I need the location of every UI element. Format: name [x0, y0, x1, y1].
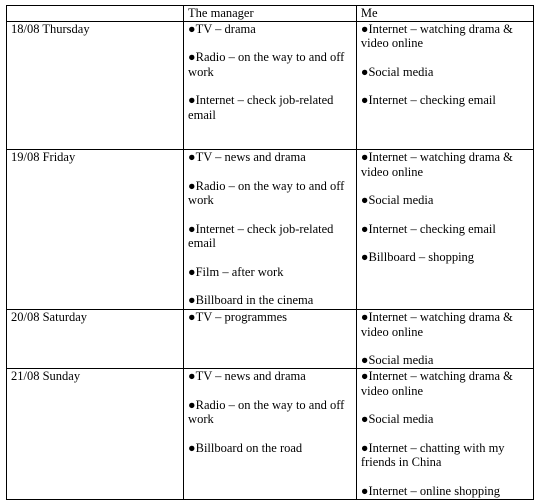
entry-text: Internet – check job-related email — [188, 93, 334, 122]
bullet-icon: ● — [360, 64, 369, 79]
list-item — [361, 22, 530, 51]
list-item — [188, 369, 353, 384]
manager-cell — [184, 310, 357, 369]
bullet-icon: ● — [360, 440, 369, 455]
header-day — [7, 6, 184, 22]
entry-text: TV – news and drama — [195, 150, 306, 165]
bullet-icon: ● — [360, 193, 369, 208]
entry-text: TV – news and drama — [195, 369, 306, 384]
bullet-icon: ● — [188, 50, 196, 64]
media-diary-table — [6, 5, 534, 500]
list-item — [188, 22, 353, 37]
list-item — [361, 222, 530, 237]
bullet-icon: ● — [360, 412, 369, 427]
bullet-icon: ● — [188, 397, 196, 412]
entry-text: Social media — [368, 64, 434, 79]
bullet-icon: ● — [360, 310, 369, 325]
bullet-icon: ● — [188, 221, 196, 236]
bullet-icon: ● — [360, 150, 369, 165]
entry-text: Internet – online shopping — [368, 483, 501, 498]
bullet-icon: ● — [188, 369, 196, 384]
day-cell: 20/08 Saturday — [7, 310, 184, 369]
entry-text: Social media — [368, 193, 434, 208]
list-item — [188, 179, 353, 208]
header-me: Me — [356, 6, 533, 22]
entry-text: Radio – on the way to and off work — [188, 397, 345, 427]
list-item — [188, 293, 353, 308]
entry-text: Internet – checking email — [368, 93, 496, 107]
header-manager: The manager — [184, 6, 357, 22]
entry-text: Internet – check job-related email — [188, 221, 334, 251]
table-row — [7, 369, 534, 500]
entry-text: Radio – on the way to and off work — [188, 178, 345, 208]
list-item — [361, 353, 530, 368]
entry-text: Social media — [368, 412, 434, 427]
table-row — [7, 21, 534, 150]
entry-text: Radio – on the way to and off work — [188, 50, 345, 79]
list-item — [361, 93, 530, 108]
header-row — [7, 6, 534, 22]
list-item — [188, 441, 353, 456]
bullet-icon: ● — [360, 93, 369, 107]
entry-text: Billboard – shopping — [368, 250, 475, 265]
table-row — [7, 150, 534, 310]
bullet-icon: ● — [360, 250, 369, 265]
bullet-icon: ● — [188, 440, 196, 455]
table-body — [7, 21, 534, 500]
day-cell: 18/08 Thursday — [7, 21, 184, 150]
me-cell — [356, 21, 533, 150]
entry-text: Film – after work — [195, 264, 284, 279]
entry-text: Billboard in the cinema — [195, 293, 314, 308]
list-item — [361, 441, 530, 470]
me-cell — [356, 150, 533, 310]
list-item — [188, 93, 353, 122]
table-row — [7, 310, 534, 369]
list-item — [361, 310, 530, 339]
list-item — [361, 412, 530, 427]
entry-text: Internet – watching drama & video online — [360, 310, 513, 339]
entry-text: Internet – watching drama & video online — [360, 21, 513, 50]
list-item — [188, 265, 353, 280]
bullet-icon: ● — [360, 353, 369, 368]
list-item — [188, 50, 353, 79]
entry-text: Internet – chatting with my friends in China — [360, 440, 505, 470]
entry-text: Internet – checking email — [368, 221, 496, 236]
list-item — [188, 222, 353, 251]
bullet-icon: ● — [188, 178, 196, 193]
entry-text: TV – drama — [195, 21, 256, 36]
bullet-icon: ● — [188, 93, 196, 107]
entry-text: Internet – watching drama & video online — [360, 369, 513, 398]
list-item — [188, 150, 353, 165]
entry-text: Social media — [368, 353, 434, 368]
bullet-icon: ● — [360, 483, 369, 498]
day-cell: 21/08 Sunday — [7, 369, 184, 500]
manager-cell — [184, 150, 357, 310]
day-cell: 19/08 Friday — [7, 150, 184, 310]
list-item — [361, 150, 530, 179]
list-item — [361, 65, 530, 80]
me-cell — [356, 310, 533, 369]
bullet-icon: ● — [188, 264, 196, 279]
entry-text: Internet – watching drama & video online — [360, 150, 513, 179]
bullet-icon: ● — [188, 310, 196, 325]
entry-text: TV – programmes — [195, 310, 288, 325]
list-item — [361, 369, 530, 398]
manager-cell — [184, 369, 357, 500]
bullet-icon: ● — [188, 21, 196, 36]
manager-cell — [184, 21, 357, 150]
bullet-icon: ● — [188, 293, 196, 308]
list-item — [188, 398, 353, 427]
entry-text: Billboard on the road — [195, 440, 303, 455]
list-item — [188, 310, 353, 325]
list-item — [361, 250, 530, 265]
bullet-icon: ● — [360, 221, 369, 236]
bullet-icon: ● — [360, 21, 369, 36]
me-cell — [356, 369, 533, 500]
bullet-icon: ● — [360, 369, 369, 384]
list-item — [361, 193, 530, 208]
list-item — [361, 484, 530, 499]
bullet-icon: ● — [188, 150, 196, 165]
